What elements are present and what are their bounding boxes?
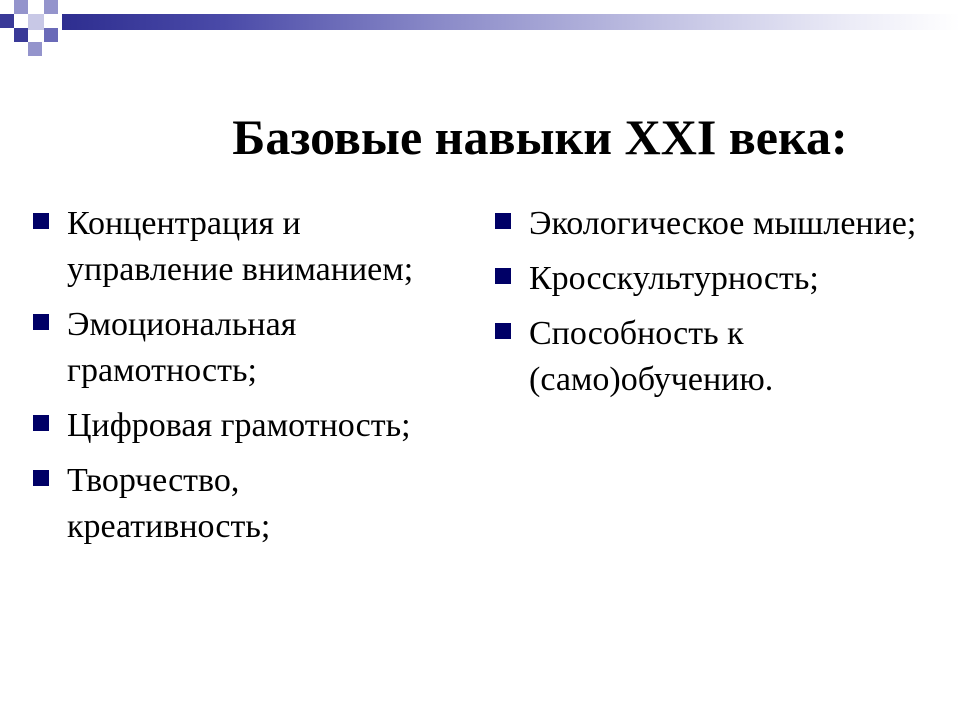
list-item-text: Творчество, креативность;	[67, 462, 271, 545]
right-bullet-list	[492, 201, 932, 412]
square-bullet-icon	[33, 314, 49, 330]
list-item	[30, 458, 450, 550]
list-item	[30, 403, 450, 449]
square-bullet-icon	[495, 268, 511, 284]
square-bullet-icon	[495, 213, 511, 229]
list-item-text: Экологическое мышление;	[529, 205, 917, 242]
square-bullet-icon	[495, 323, 511, 339]
square-bullet-icon	[33, 415, 49, 431]
left-bullet-list	[30, 201, 450, 559]
decorative-gradient-bar	[62, 14, 960, 30]
list-item	[30, 201, 450, 293]
decorative-squares-icon	[0, 0, 80, 60]
list-item-text: Цифровая грамотность;	[67, 407, 411, 444]
list-item	[492, 311, 932, 403]
list-item-text: Способность к (само)обучению.	[529, 315, 774, 398]
square-bullet-icon	[33, 213, 49, 229]
list-item	[30, 302, 450, 394]
list-item	[492, 201, 932, 247]
list-item-text: Эмоциональная грамотность;	[67, 306, 297, 389]
list-item	[492, 256, 932, 302]
list-item-text: Концентрация и управление вниманием;	[67, 205, 414, 288]
square-bullet-icon	[33, 470, 49, 486]
list-item-text: Кросскультурность;	[529, 260, 819, 297]
slide-title: Базовые навыки XXI века:	[232, 109, 848, 165]
